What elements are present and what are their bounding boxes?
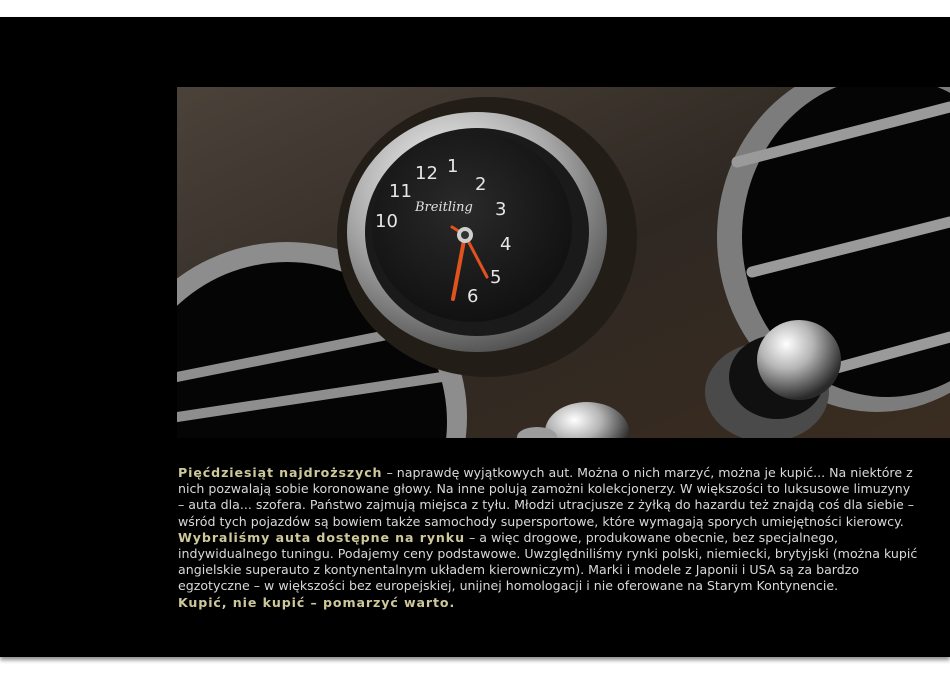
paragraph-2-lead: Wybraliśmy auta dostępne na rynku [178,529,465,545]
numeral-12: 12 [415,163,438,184]
numeral-1: 1 [447,156,459,177]
numeral-5: 5 [490,267,502,288]
numeral-10: 10 [375,211,398,232]
paragraph-1-text: – naprawdę wyjątkowych aut. Można o nich marzyć, można je kupić... Na niektóre z nich pozwalają sobie koronowane głowy. Na inne polują zamożni kolekcjonerzy. W większości to luksusowe limuzyny – auta dla... szofera. Państwo zajmują miejsca z tyłu. Młodzi utracjusze z żyłką do hazardu też znajdą coś dla siebie – wśród tych pojazdów są bowiem także samochody supersportowe, które wymagają sporych umiejętności kierowcy. [178,465,915,529]
dashboard-clock-photo [177,87,950,438]
paragraph-1 [178,465,918,530]
intro-text [178,465,918,611]
numeral-4: 4 [500,234,512,255]
photo-illustration [177,87,950,438]
paragraph-1-lead: Pięćdziesiąt najdroższych [178,465,383,480]
numeral-11: 11 [389,181,412,202]
numeral-3: 3 [495,199,507,220]
closing-line: Kupić, nie kupić – pomarzyć warto. [178,594,456,610]
magazine-page [0,17,950,657]
numeral-2: 2 [475,174,487,195]
clock-brand-logo: Breitling [415,200,473,215]
paragraph-2 [178,530,918,595]
control-knob [757,320,841,400]
paragraph-2-text: – a więc drogowe, produkowane obecnie, bez specjalnego, indywidualnego tuningu. Podajemy ceny podstawowe. Uwzględniliśmy rynki polski, niemiecki, brytyjski (można kupić angielskie superauto z kontynentalnym układem kierowniczym). Marki i modele z Japonii i USA są za bardzo egzotyczne – w większości bez europejskiej, unijnej homologacji i nie oferowane na Starym Kontynencie. [178,529,918,594]
numeral-6: 6 [467,286,479,307]
